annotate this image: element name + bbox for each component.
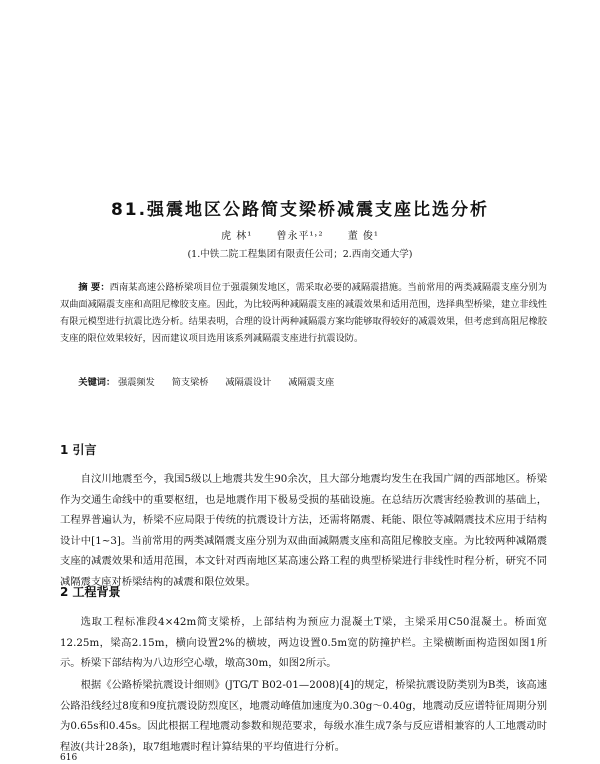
paper-title: 81.强震地区公路简支梁桥减震支座比选分析: [110, 200, 490, 221]
author-name: 董 俊¹: [347, 231, 379, 242]
author-name: 曾永平¹˒²: [276, 231, 324, 242]
body-paragraph: 自汶川地震至今，我国5级以上地震共发生90余次，且大部分地震均发生在我国广阔的西部地区。桥梁作为交通生命线中的重要枢纽，也是地震作用下极易受损的基础设施。在总结历次震害经验教训的基础上，工程界普遍认为，桥梁不应局限于传统的抗震设计方法，还需将隔震、耗能、限位等减隔震技术应用于结构设计中[1~3]。当前常用的两类减隔震支座分别为双曲面减隔震支座和高阻尼橡胶支座。为比较两种减隔震支座的减震效果和适用范围，本文针对西南地区某高速公路工程的典型桥梁进行非线性时程分析，研究不同减隔震支座对桥梁结构的减震和限位效果。: [60, 473, 547, 588]
abstract: [60, 279, 547, 347]
section-heading-background: 2 工程背景: [60, 585, 121, 599]
keyword: 减隔震支座: [288, 377, 335, 388]
author-list: [0, 227, 600, 242]
keywords: [60, 374, 547, 391]
body-paragraph: 选取工程标准段4×42m简支梁桥，上部结构为预应力混凝土T梁，主梁采用C50混凝土。桥面宽12.25m，梁高2.15m，横向设置2%的横坡，两边设置0.5m宽的防撞护栏。主梁横断面构造图如图1所示。桥梁下部结构为八边形空心墩，墩高30m，如图2所示。: [60, 616, 547, 669]
keyword: 强震频发: [118, 377, 155, 388]
keyword: 减隔震设计: [225, 377, 272, 388]
body-paragraph: 根据《公路桥梁抗震设计细则》(JTG/T B02-01—2008)[4]的规定，桥梁抗震设防类别为B类，该高速公路沿线经过8度和9度抗震设防烈度区，地震动峰值加速度为0.30g～0.40g，地震动反应谱特征周期分别为0.65s和0.45s。因此根据工程地震动参数和规范要求，每级水准生成7条与反应谱相兼容的人工地震动时程波(共计28条)，取7组地震时程计算结果的平均值进行分析。: [60, 679, 547, 753]
page-number: 616: [60, 753, 78, 763]
affiliation: (1.中铁二院工程集团有限责任公司；2.西南交通大学): [187, 249, 413, 260]
abstract-text: 西南某高速公路桥梁项目位于强震频发地区，需采取必要的减隔震措施。当前常用的两类减隔震支座分别为双曲面减隔震支座和高阻尼橡胶支座。因此，为比较两种减隔震支座的减震效果和适用范围，选择典型桥梁，建立非线性有限元模型进行抗震比选分析。结果表明，合理的设计两种减隔震方案均能够取得较好的减震效果，但考虑到高阻尼橡胶支座的限位效果较好，因而建议项目选用该系列减隔震支座进行抗震设防。: [60, 282, 547, 344]
keyword: 简支梁桥: [171, 377, 209, 388]
keywords-label: 关键词：: [78, 377, 116, 388]
author-name: 虎 林¹: [221, 231, 253, 242]
abstract-label: 摘 要：: [78, 282, 110, 293]
section-heading-introduction: 1 引言: [60, 443, 97, 457]
